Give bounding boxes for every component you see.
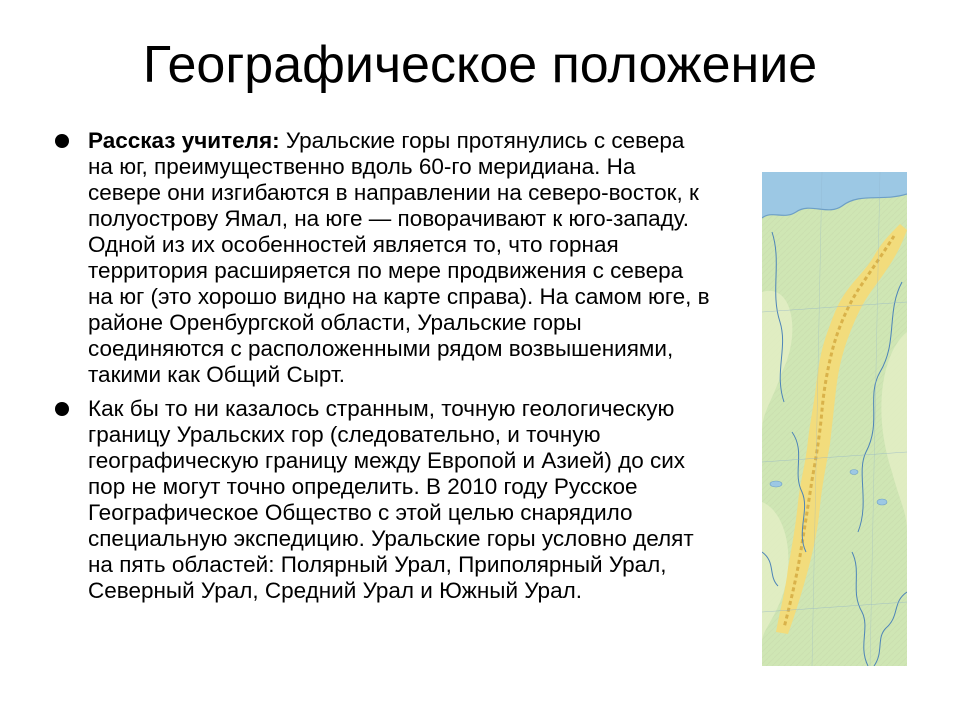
bullet-paragraph-1 (52, 128, 714, 388)
paragraph-lead: Рассказ учителя: (88, 128, 280, 153)
bullet-dot-icon (55, 134, 69, 148)
map-image (762, 172, 907, 666)
slide-title: Географическое положение (142, 36, 818, 94)
bullet-paragraph-2 (52, 396, 714, 604)
paragraph-text: Уральские горы протянулись с севера на юг, преимущественно вдоль 60-го меридиана. На севере они изгибаются в направлении на северо-восток, к полуострову Ямал, на юге — поворачивают к юго-западу. Одной из их особенностей является то, что горная территория расширяется по мере продвижения с севера на юг (это хорошо видно на карте справа). На самом юге, в районе Оренбургской области, Уральские горы соединяются с расположенными рядом возвышениями, такими как Общий Сырт. (88, 128, 710, 387)
paragraph-text: Как бы то ни казалось странным, точную геологическую границу Уральских гор (следовательно, и точную географическую границу между Европой и Азией) до сих пор не могут точно определить. В 2010 году Русское Географическое Общество с этой целью снарядило специальную экспедицию. Уральские горы условно делят на пять областей: Полярный Урал, Приполярный Урал, Северный Урал, Средний Урал и Южный Урал. (88, 396, 694, 603)
slide-body (52, 128, 714, 612)
bullet-dot-icon (55, 402, 69, 416)
ural-mountains-map (762, 172, 907, 666)
